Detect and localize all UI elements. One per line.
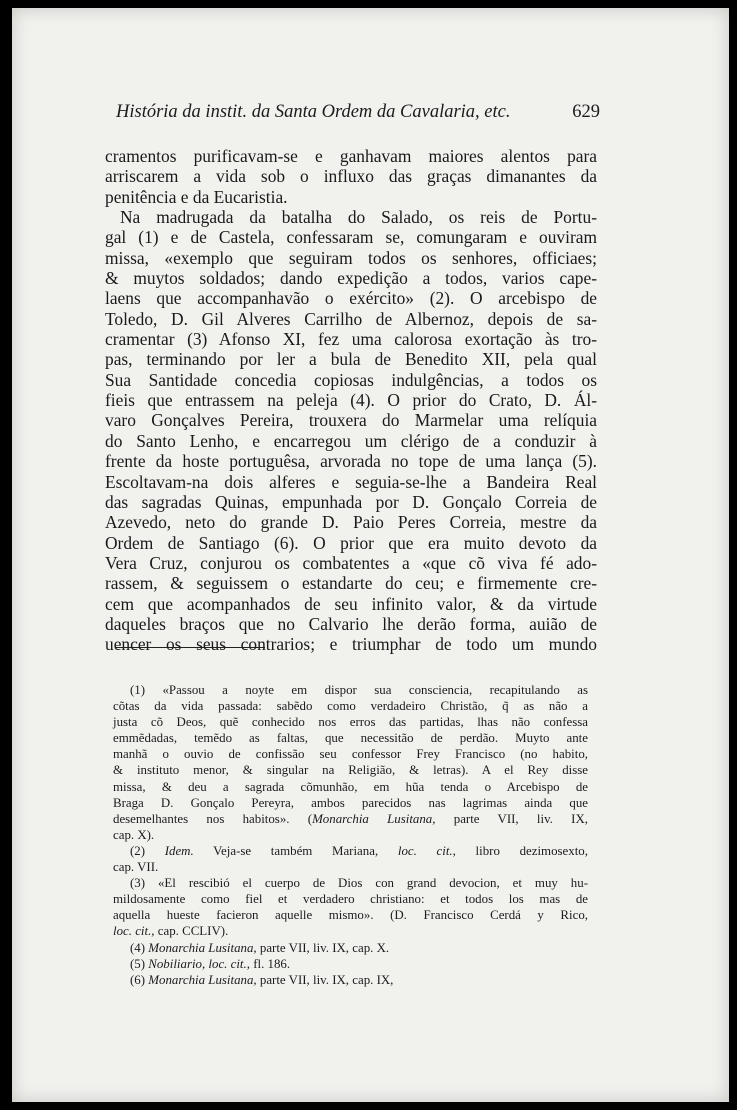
- footnote-5-tail: fl. 186.: [253, 956, 291, 971]
- body-line: cramentos purificavam-se e ganhavam maiores alentos para: [105, 146, 597, 166]
- body-line: uencer os seus contrarios; e triumphar de todo um mundo: [105, 634, 597, 655]
- book-page: [12, 8, 729, 1102]
- body-line: Escoltavam-na dois alferes e seguia-se-lhe a Bandeira Real: [105, 471, 597, 492]
- footnote-1-line: cõtas da vida passada: sabẽdo como verdadeiro Christão, q̃ as não a: [113, 699, 588, 714]
- footnotes: [113, 682, 588, 988]
- body-text: [105, 146, 597, 655]
- body-line: fieis que entrassem na peleja (4). O prior do Crato, D. Ál-: [105, 390, 597, 411]
- footnote-2-label: (2): [130, 843, 146, 858]
- body-line: do Santo Lenho, e encarregou um clérigo de a conduzir à: [105, 430, 597, 451]
- footnote-4-tail: parte VII, liv. IX, cap. X.: [259, 940, 390, 955]
- footnote-1-line: (1) «Passou a noyte em dispor sua consciencia, recapitulando as: [130, 683, 588, 697]
- body-line: missa, «exemplo que seguiram todos os senhores, officiaes;: [105, 247, 597, 268]
- footnote-3-tail: cap. CCLIV).: [157, 924, 229, 939]
- body-line: Vera Cruz, conjurou os combatentes a «que cõ viva fé ado-: [105, 552, 597, 573]
- footnote-1-end: cap. X).: [113, 827, 155, 842]
- body-line: arriscarem a vida sob o influxo das graças dimanantes da: [105, 166, 597, 187]
- footnote-1-line: missa, & deu a sagrada cõmunhão, em hũa tenda o Arcebispo de: [113, 779, 588, 794]
- footnote-4-label: (4): [130, 940, 146, 955]
- footnote-1-source: Monarchia Lusitana,: [312, 811, 436, 826]
- body-line: pas, terminando por ler a bula de Benedito XII, pela qual: [105, 349, 597, 370]
- footnote-4: [113, 940, 588, 956]
- footnote-5: [113, 956, 588, 972]
- body-line: Toledo, D. Gil Alveres Carrilho de Albernoz, depois de sa-: [105, 308, 597, 329]
- footnote-2-end: cap. VII.: [113, 860, 159, 875]
- footnote-6: [113, 972, 588, 988]
- footnote-4-title: Monarchia Lusitana,: [148, 940, 257, 955]
- body-line: penitência e da Eucaristia.: [105, 186, 288, 207]
- running-title: História da instit. da Santa Ordem da Cavalaria, etc.: [116, 102, 511, 122]
- footnote-3-line: aquella hueste facieron aquelle mismo». (D. Francisco Cerdá y Rico,: [113, 908, 588, 923]
- body-line: rassem, & seguissem o estandarte do ceu; e firmemente cre-: [105, 573, 597, 594]
- body-line: frente da hoste portuguêsa, arvorada no tope de uma lança (5).: [105, 451, 597, 472]
- footnote-2: [113, 843, 588, 859]
- footnote-3-line: (3) «El rescibió el cuerpo de Dios con grand devocion, et muy hu-: [130, 876, 588, 891]
- page-number: 629: [572, 102, 600, 122]
- running-header: [116, 102, 600, 123]
- body-line: daqueles braços que no Calvario lhe derão forma, auião de: [105, 613, 597, 634]
- footnote-separator: [116, 647, 265, 648]
- footnote-2-text: Veja-se também Mariana,: [213, 843, 379, 858]
- footnote-1-line: justa cõ Deos, quẽ conhecido nos erros das partidas, lhas não confessa: [113, 715, 588, 730]
- footnote-1-line: & instituto menor, & singular na Religião, & letras). A el Rey disse: [113, 763, 588, 778]
- footnote-1-line: desemelhantes nos habitos».: [113, 811, 290, 826]
- body-line: Ordem de Santiago (6). O prior que era muito devoto da: [105, 532, 597, 553]
- footnote-5-title: Nobiliario, loc. cit.,: [148, 956, 250, 971]
- footnote-3-line: mildosamente como fiel et verdadero christiano: et todos los mas de: [113, 892, 588, 907]
- footnote-1-source-tail: parte VII, liv. IX,: [453, 811, 588, 826]
- footnote-1-citation: desemelhantes nos habitos». (Monarchia Lusitana, parte VII, liv. IX,: [113, 811, 588, 826]
- body-line: Azevedo, neto do grande D. Paio Peres Correia, mestre da: [105, 512, 597, 533]
- footnote-2-loc: loc. cit.,: [397, 843, 456, 858]
- body-line: gal (1) e de Castela, confessaram se, comungaram e ouviram: [105, 227, 597, 248]
- body-line: varo Gonçalves Pereira, trouxera do Marmelar uma relíquia: [105, 410, 597, 431]
- body-line: Sua Santidade concedia copiosas indulgências, a todos os: [105, 369, 597, 390]
- footnote-2-idem: Idem.: [164, 843, 194, 858]
- footnote-5-label: (5): [130, 956, 146, 971]
- footnote-6-tail: parte VII, liv. IX, cap. IX,: [259, 972, 394, 987]
- footnote-6-label: (6): [130, 972, 146, 987]
- body-line: & muytos soldados; dando expedição a todos, varios cape-: [105, 268, 597, 289]
- footnote-6-title: Monarchia Lusitana,: [148, 972, 257, 987]
- body-line: das sagradas Quinas, empunhada por D. Gonçalo Correia de: [105, 491, 597, 512]
- footnote-1-line: manhã o ouvio de confissão seu confessor Frey Francisco (no habito,: [113, 747, 588, 762]
- footnote-3-loc: loc. cit.,: [113, 924, 155, 939]
- footnote-1-line: emmẽdadas, temẽdo as faltas, que necessitão de perdão. Muyto ante: [113, 731, 588, 746]
- footnote-3-end: [113, 923, 588, 939]
- body-line: laens que accompanhavão o exército» (2). O arcebispo de: [105, 288, 597, 309]
- body-line: cem que acompanhados de seu infinito valor, & da virtude: [105, 593, 597, 614]
- footnote-2-tail: libro dezimosexto,: [475, 843, 588, 858]
- footnote-1-line: Braga D. Gonçalo Pereyra, ambos parecidos nas lagrimas ainda que: [113, 795, 588, 810]
- body-line: cramentar (3) Afonso XI, fez uma calorosa exortação às tro-: [105, 329, 597, 350]
- body-line: Na madrugada da batalha do Salado, os reis de Portu-: [120, 207, 597, 228]
